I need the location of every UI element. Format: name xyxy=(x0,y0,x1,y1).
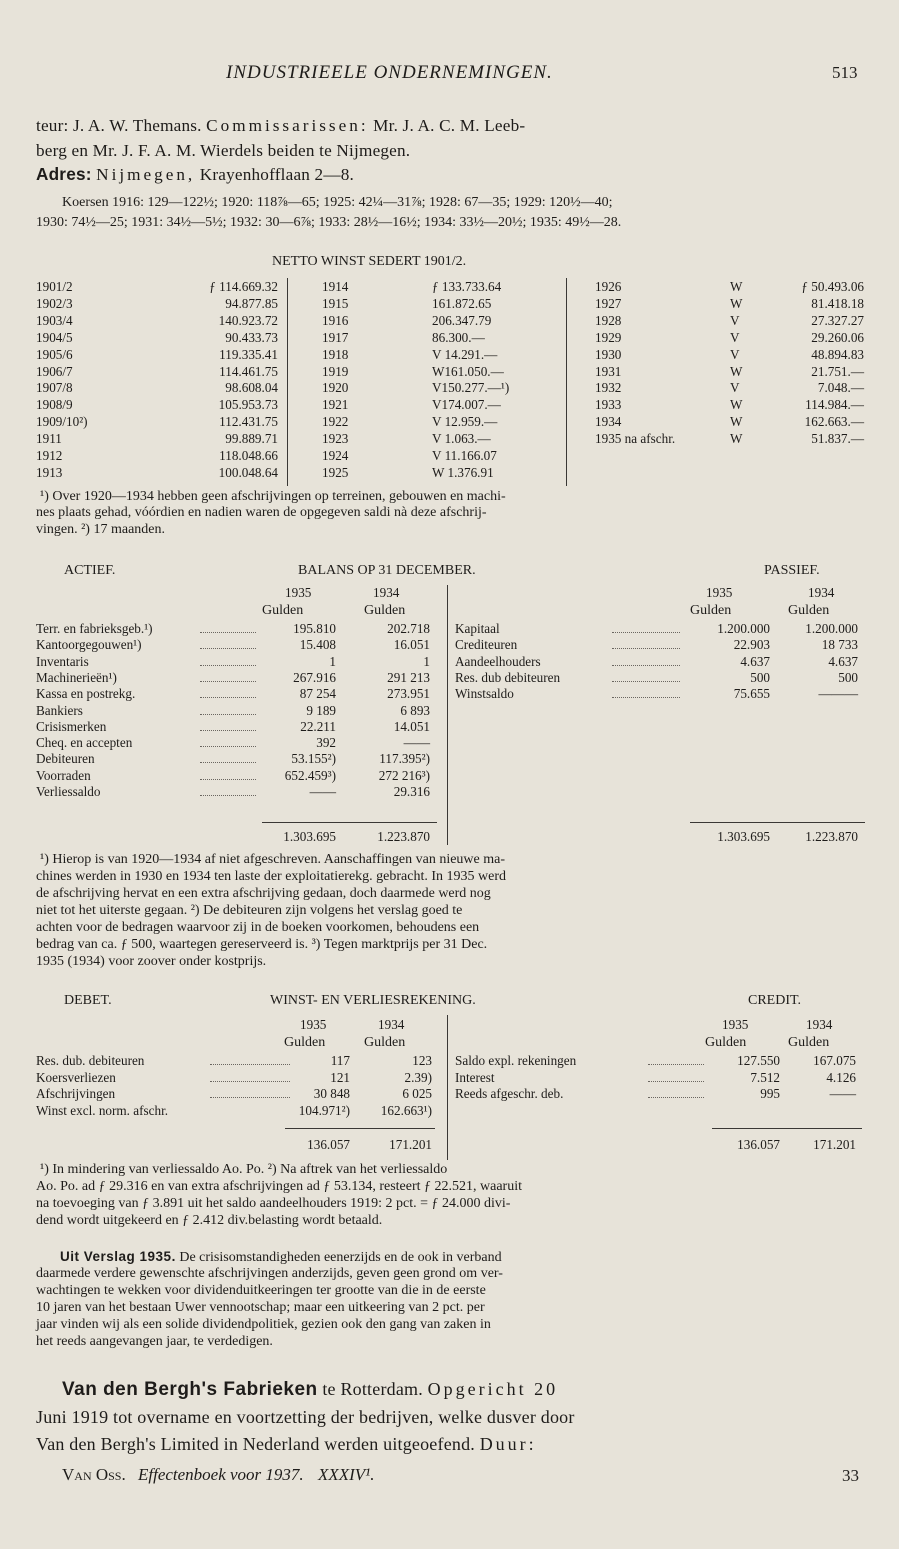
netto-year: 1907/8 xyxy=(36,380,73,396)
winst-label: Res. dub. debiteuren xyxy=(36,1053,145,1068)
duur-label: Duur: xyxy=(479,1434,537,1454)
balans-value-1934: 4.637 xyxy=(828,653,858,669)
netto-year: 1931 xyxy=(595,363,622,379)
footer-book: Effectenboek voor 1937. xyxy=(137,1465,304,1484)
unit-header: Gulden xyxy=(690,603,732,618)
balans-value-1934: 291 213 xyxy=(387,669,430,685)
balans-actief-label: ACTIEF. xyxy=(64,563,116,578)
netto-value: ƒ 114.669.32 xyxy=(209,279,278,294)
commissarissen-names: Mr. J. A. C. M. Leeb- xyxy=(373,116,526,135)
netto-year: 1925 xyxy=(322,464,349,480)
winst-total-b-right: 171.201 xyxy=(813,1137,856,1152)
netto-value: 27.327.27 xyxy=(811,312,864,328)
netto-year: 1928 xyxy=(595,312,622,328)
netto-value: 94.877.85 xyxy=(225,295,278,311)
balans-note-line: chines werden in 1930 en 1934 ten laste der exploitatierekg. gebracht. In 1935 werd xyxy=(36,869,507,884)
netto-value: 161.872.65 xyxy=(432,295,492,311)
verslag-label: Uit Verslag 1935. xyxy=(60,1249,176,1264)
balans-label: Kassa en postrekg. xyxy=(36,686,136,702)
winst-total-b-left: 171.201 xyxy=(389,1137,432,1152)
netto-year: 1901/2 xyxy=(36,279,73,294)
leader-dots xyxy=(612,648,680,649)
balans-label: Verliessaldo xyxy=(36,784,101,799)
winst-label: Saldo expl. rekeningen xyxy=(455,1053,577,1068)
footer-signature: XXXIV¹. xyxy=(317,1465,375,1484)
balans-label: Crisismerken xyxy=(36,718,107,734)
balans-note-line: bedrag van ca. ƒ 500, waartegen gereserveerd is. ³) Tegen marktprijs per 31 Dec. xyxy=(36,937,488,952)
balans-total-a-left: 1.303.695 xyxy=(283,829,336,844)
netto-year: 1934 xyxy=(595,414,622,430)
balans-label: Cheq. en accepten xyxy=(36,735,133,751)
leader-dots xyxy=(648,1081,704,1082)
balans-value-1935: 22.903 xyxy=(733,637,770,653)
netto-year: 1913 xyxy=(36,464,63,480)
year-header: 1935 xyxy=(722,1017,749,1032)
netto-value: 51.837.— xyxy=(811,431,864,447)
netto-year: 1933 xyxy=(595,397,622,413)
balans-value-1934: 6 893 xyxy=(400,702,430,718)
balans-note-line: niet tot het uiterste gegaan. ²) De debiteuren zijn volgens het verslag goed te xyxy=(36,903,463,918)
netto-value: 90.433.73 xyxy=(225,329,278,345)
leader-dots xyxy=(200,795,256,796)
unit-header: Gulden xyxy=(262,603,304,618)
balans-value-1935: 9 189 xyxy=(306,702,336,718)
adres-label: Adres: xyxy=(36,164,92,184)
company-location: te Rotterdam. xyxy=(322,1379,423,1399)
winst-total-a-right: 136.057 xyxy=(737,1137,780,1152)
balans-divider xyxy=(447,585,448,845)
balans-total-b-right: 1.223.870 xyxy=(805,829,858,844)
balans-value-1934: 18 733 xyxy=(821,637,858,653)
balans-value-1935: 392 xyxy=(316,735,336,751)
balans-label: Crediteuren xyxy=(455,637,518,653)
year-header: 1935 xyxy=(285,585,312,600)
leader-dots xyxy=(612,697,680,698)
balans-label: Bankiers xyxy=(36,702,83,718)
company-name: Van den Bergh's Fabrieken xyxy=(62,1379,318,1400)
netto-value: 98.608.04 xyxy=(225,380,278,396)
balans-value-1934: ——— xyxy=(818,686,858,702)
leader-dots xyxy=(200,746,256,747)
verslag-line: 10 jaren van het bestaan Uwer vennootschap; maar een uitkeering van 2 pct. per xyxy=(36,1300,485,1315)
unit-header: Gulden xyxy=(284,1035,326,1050)
netto-value: 99.889.71 xyxy=(225,431,278,447)
year-header: 1934 xyxy=(806,1017,833,1032)
netto-value: V 11.166.07 xyxy=(432,448,497,463)
netto-year: 1908/9 xyxy=(36,397,73,413)
page-number: 513 xyxy=(832,63,858,82)
netto-value: 162.663.— xyxy=(804,414,864,430)
leader-dots xyxy=(200,665,256,666)
verslag-line: wachtingen te wekken voor dividenduitkeeringen ter grootte van die in de eerste xyxy=(36,1283,486,1298)
netto-value: 21.751.— xyxy=(811,363,864,379)
year-header: 1935 xyxy=(706,585,733,600)
leader-dots xyxy=(648,1064,704,1065)
winst-label: Afschrijvingen xyxy=(36,1086,116,1102)
balans-value-1934: 273.951 xyxy=(387,686,430,702)
leader-dots xyxy=(200,714,256,715)
netto-year: 1920 xyxy=(322,380,349,396)
running-header-title: INDUSTRIEELE ONDERNEMINGEN. xyxy=(226,62,553,83)
winst-note-line: na toevoeging van ƒ 3.891 uit het saldo aandeelhouders 1919: 2 pct. = ƒ 24.000 divi- xyxy=(36,1196,511,1211)
netto-year: 1906/7 xyxy=(36,363,73,379)
netto-wv: V xyxy=(730,380,740,396)
balans-value-1934: 272 216³) xyxy=(378,767,430,783)
balans-value-1935: 652.459³) xyxy=(284,767,336,783)
netto-wv: V xyxy=(730,346,740,362)
netto-value: V150.277.—¹) xyxy=(432,380,510,396)
netto-year: 1926 xyxy=(595,279,622,294)
winst-value-1934: 167.075 xyxy=(813,1053,856,1068)
leader-dots xyxy=(612,665,680,666)
winst-total-rule-left xyxy=(285,1128,435,1129)
netto-year: 1935 na afschr. xyxy=(595,431,676,447)
unit-header: Gulden xyxy=(788,603,830,618)
balans-value-1935: 4.637 xyxy=(740,653,770,669)
netto-value: W 1.376.91 xyxy=(432,464,494,480)
unit-header: Gulden xyxy=(788,1035,830,1050)
netto-year: 1918 xyxy=(322,346,349,362)
balans-label: Terr. en fabrieksgeb.¹) xyxy=(36,621,153,636)
netto-year: 1929 xyxy=(595,329,622,345)
netto-year: 1924 xyxy=(322,448,349,463)
verslag-line xyxy=(60,1250,502,1265)
balans-value-1934: 500 xyxy=(838,669,858,685)
balans-value-1934: 117.395²) xyxy=(379,751,430,767)
footer-page: 33 xyxy=(842,1466,859,1485)
balans-value-1935: —— xyxy=(309,784,336,799)
opgericht-text: Opgericht 20 xyxy=(427,1379,559,1399)
balans-value-1935: 1.200.000 xyxy=(717,621,770,636)
netto-wv: V xyxy=(730,312,740,328)
netto-value: 112.431.75 xyxy=(219,414,278,430)
balans-value-1935: 22.211 xyxy=(300,718,336,734)
netto-value: W161.050.— xyxy=(432,363,504,379)
leader-dots xyxy=(612,681,680,682)
winst-total-rule-right xyxy=(712,1128,862,1129)
netto-year: 1902/3 xyxy=(36,295,73,311)
winst-value-1935: 127.550 xyxy=(737,1053,780,1068)
netto-year: 1930 xyxy=(595,346,622,362)
netto-value: ƒ 50.493.06 xyxy=(801,279,864,294)
netto-value: 119.335.41 xyxy=(219,346,278,362)
netto-value: V 1.063.— xyxy=(432,431,491,447)
unit-header: Gulden xyxy=(364,1035,406,1050)
netto-year: 1922 xyxy=(322,414,349,430)
balans-value-1935: 15.408 xyxy=(299,637,336,653)
netto-value: 29.260.06 xyxy=(811,329,864,345)
winst-value-1935: 121 xyxy=(330,1069,350,1085)
unit-header: Gulden xyxy=(705,1035,747,1050)
winst-label: Reeds afgeschr. deb. xyxy=(455,1086,564,1102)
winst-value-1935: 117 xyxy=(330,1053,350,1068)
balans-label: Res. dub debiteuren xyxy=(455,669,561,685)
winst-value-1935: 7.512 xyxy=(750,1069,780,1085)
netto-value: 114.984.— xyxy=(805,397,864,413)
netto-value: 48.894.83 xyxy=(811,346,864,362)
balans-note-line: achten voor de bedragen waarvoor zij in de boeken voorkomen, behoudens een xyxy=(36,920,480,935)
winst-value-1934: 6 025 xyxy=(402,1086,432,1102)
year-header: 1934 xyxy=(373,585,400,600)
netto-value: 105.953.73 xyxy=(218,397,278,413)
year-header: 1934 xyxy=(808,585,835,600)
winst-debet-label: DEBET. xyxy=(64,993,112,1008)
adres-line xyxy=(36,166,354,183)
balans-label: Machinerieën¹) xyxy=(36,669,117,685)
balans-label: Winstsaldo xyxy=(455,686,514,702)
netto-wv: V xyxy=(730,329,740,345)
leader-dots xyxy=(200,779,256,780)
leader-dots xyxy=(200,632,256,633)
netto-value: 7.048.— xyxy=(817,380,864,396)
balans-value-1935: 267.916 xyxy=(293,669,336,685)
balans-value-1935: 53.155²) xyxy=(291,751,336,767)
koersen-line-1: Koersen 1916: 129—122½; 1920: 118⅞—65; 1925: 42¼—31⅞; 1928: 67—35; 1929: 120½—40; xyxy=(62,195,613,210)
winst-value-1934: 2.39) xyxy=(404,1069,432,1085)
winst-value-1934: —— xyxy=(829,1086,856,1102)
balans-passief-label: PASSIEF. xyxy=(764,563,820,578)
balans-value-1934: —— xyxy=(403,735,430,751)
year-header: 1935 xyxy=(300,1017,327,1032)
footer-author: Van Oss. xyxy=(62,1465,126,1484)
winst-value-1935: 995 xyxy=(760,1086,780,1102)
netto-year: 1904/5 xyxy=(36,329,73,345)
balans-total-b-left: 1.223.870 xyxy=(377,829,430,844)
netto-year: 1914 xyxy=(322,279,349,294)
winst-value-1934: 4.126 xyxy=(826,1069,856,1085)
netto-year: 1932 xyxy=(595,380,622,396)
leader-dots xyxy=(648,1097,704,1098)
leader-dots xyxy=(200,648,256,649)
winst-note-line: ¹) In mindering van verliessaldo Ao. Po. ²) Na aftrek van het verliessaldo xyxy=(40,1162,448,1177)
netto-divider-2 xyxy=(566,278,567,486)
winst-value-1934: 162.663¹) xyxy=(380,1102,432,1118)
bergh-line-3 xyxy=(36,1435,537,1453)
balans-note-line: de afschrijving hervat en een extra afschrijving gedaan, doch daarmede werd nog xyxy=(36,886,491,901)
netto-value: 140.923.72 xyxy=(218,312,278,328)
koersen-line-2: 1930: 74½—25; 1931: 34½—5½; 1932: 30—6⅞; 1933: 28½—16½; 1934: 33½—20½; 1935: 49½—28. xyxy=(36,215,622,230)
year-header: 1934 xyxy=(378,1017,405,1032)
balans-value-1934: 1 xyxy=(423,653,430,669)
winst-title: WINST- EN VERLIESREKENING. xyxy=(270,993,476,1008)
netto-wv: W xyxy=(730,414,743,430)
netto-year: 1923 xyxy=(322,431,349,447)
balans-value-1934: 16.051 xyxy=(393,637,430,653)
netto-note-line: vingen. ²) 17 maanden. xyxy=(36,522,165,537)
balans-note-line: ¹) Hierop is van 1920—1934 af niet afgeschreven. Aanschaffingen van nieuwe ma- xyxy=(40,852,506,867)
balans-label: Inventaris xyxy=(36,653,89,669)
netto-year: 1909/10²) xyxy=(36,414,88,430)
balans-value-1935: 87 254 xyxy=(299,686,336,702)
balans-label: Aandeelhouders xyxy=(455,653,541,669)
balans-value-1934: 29.316 xyxy=(393,784,430,799)
winst-value-1935: 30 848 xyxy=(313,1086,350,1102)
commissarissen-label: Commissarissen: xyxy=(206,116,369,135)
balans-value-1935: 500 xyxy=(750,669,770,685)
netto-year: 1905/6 xyxy=(36,346,73,362)
leader-dots xyxy=(200,730,256,731)
netto-value: 206.347.79 xyxy=(432,312,492,328)
winst-note-line: Ao. Po. ad ƒ 29.316 en van extra afschrijvingen ad ƒ 53.134, resteert ƒ 22.521, waaruit xyxy=(36,1179,522,1194)
netto-value: V 12.959.— xyxy=(432,414,498,430)
balans-label: Kantoorgegouwen¹) xyxy=(36,637,142,653)
netto-wv: W xyxy=(730,397,743,413)
netto-value: ƒ 133.733.64 xyxy=(432,279,502,294)
netto-value: V174.007.— xyxy=(432,397,501,413)
verslag-text: De crisisomstandigheden eenerzijds en de ook in verband xyxy=(179,1250,502,1265)
netto-year: 1915 xyxy=(322,295,349,311)
netto-wv: W xyxy=(730,363,743,379)
winst-note-line: dend wordt uitgekeerd en ƒ 2.412 div.belasting wordt betaald. xyxy=(36,1213,383,1228)
unit-header: Gulden xyxy=(364,603,406,618)
netto-year: 1911 xyxy=(36,431,62,447)
netto-value: 118.048.66 xyxy=(219,448,278,463)
netto-value: 100.048.64 xyxy=(218,464,278,480)
balans-total-rule-right xyxy=(690,822,865,823)
leader-dots xyxy=(200,762,256,763)
verslag-line: jaar vinden wij als een solide dividendpolitiek, gezien ook den gang van zaken in xyxy=(36,1317,491,1332)
balans-value-1934: 1.200.000 xyxy=(805,621,858,636)
balans-value-1935: 75.655 xyxy=(733,686,770,702)
balans-note-line: 1935 (1934) voor zoover onder kostprijs. xyxy=(36,954,267,969)
netto-year: 1927 xyxy=(595,295,622,311)
winst-label: Interest xyxy=(455,1069,495,1085)
netto-year: 1917 xyxy=(322,329,349,345)
winst-label: Koersverliezen xyxy=(36,1069,116,1085)
leader-dots xyxy=(200,697,256,698)
netto-title: NETTO WINST SEDERT 1901/2. xyxy=(272,254,467,269)
balans-value-1934: 14.051 xyxy=(393,718,430,734)
netto-year: 1916 xyxy=(322,312,349,328)
netto-note-line: nes plaats gehad, vóórdien en nadien waren de opgegeven saldi nà deze afschrij- xyxy=(36,505,487,520)
balans-total-rule-left xyxy=(262,822,437,823)
netto-wv: W xyxy=(730,431,743,447)
bergh-line-1 xyxy=(62,1380,558,1399)
netto-wv: W xyxy=(730,295,743,311)
winst-credit-label: CREDIT. xyxy=(748,993,802,1008)
balans-total-a-right: 1.303.695 xyxy=(717,829,770,844)
netto-value: 114.461.75 xyxy=(219,363,278,379)
netto-year: 1903/4 xyxy=(36,312,73,328)
bergh-line-3-text: Van den Bergh's Limited in Nederland werden uitgeoefend. xyxy=(36,1434,475,1454)
verslag-line: het reeds aangevangen jaar, te verdedigen. xyxy=(36,1334,273,1349)
netto-year: 1912 xyxy=(36,448,63,463)
netto-year: 1919 xyxy=(322,363,349,379)
winst-label: Winst excl. norm. afschr. xyxy=(36,1102,169,1118)
balans-label: Kapitaal xyxy=(455,621,500,636)
balans-label: Debiteuren xyxy=(36,751,95,767)
balans-value-1934: 202.718 xyxy=(387,621,430,636)
directeur-text: teur: J. A. W. Themans. xyxy=(36,116,202,135)
adres-city: Nijmegen, xyxy=(96,165,196,184)
footer-source xyxy=(62,1466,374,1483)
leader-dots xyxy=(612,632,680,633)
netto-divider-1 xyxy=(287,278,288,486)
verslag-line: daarmede verdere gewenschte afschrijvingen anderzijds, geven geen grond om ver- xyxy=(36,1266,503,1281)
balans-title: BALANS OP 31 DECEMBER. xyxy=(298,563,476,578)
winst-value-1935: 104.971²) xyxy=(298,1102,350,1118)
intro-line-2: berg en Mr. J. F. A. M. Wierdels beiden te Nijmegen. xyxy=(36,141,411,160)
leader-dots xyxy=(200,681,256,682)
netto-value: 81.418.18 xyxy=(811,295,864,311)
intro-line-1 xyxy=(36,117,525,134)
netto-wv: W xyxy=(730,279,743,294)
bergh-line-2: Juni 1919 tot overname en voortzetting der bedrijven, welke dusver door xyxy=(36,1407,575,1427)
netto-note-line: ¹) Over 1920—1934 hebben geen afschrijvingen op terreinen, gebouwen en machi- xyxy=(40,489,506,504)
balans-value-1935: 195.810 xyxy=(293,621,336,636)
balans-value-1935: 1 xyxy=(329,653,336,669)
winst-divider xyxy=(447,1015,448,1160)
winst-total-a-left: 136.057 xyxy=(307,1137,350,1152)
netto-value: V 14.291.— xyxy=(432,346,498,362)
balans-label: Voorraden xyxy=(36,767,91,783)
adres-street: Krayenhofflaan 2—8. xyxy=(199,165,355,184)
netto-year: 1921 xyxy=(322,397,349,413)
netto-value: 86.300.— xyxy=(432,329,485,345)
winst-value-1934: 123 xyxy=(412,1053,432,1068)
